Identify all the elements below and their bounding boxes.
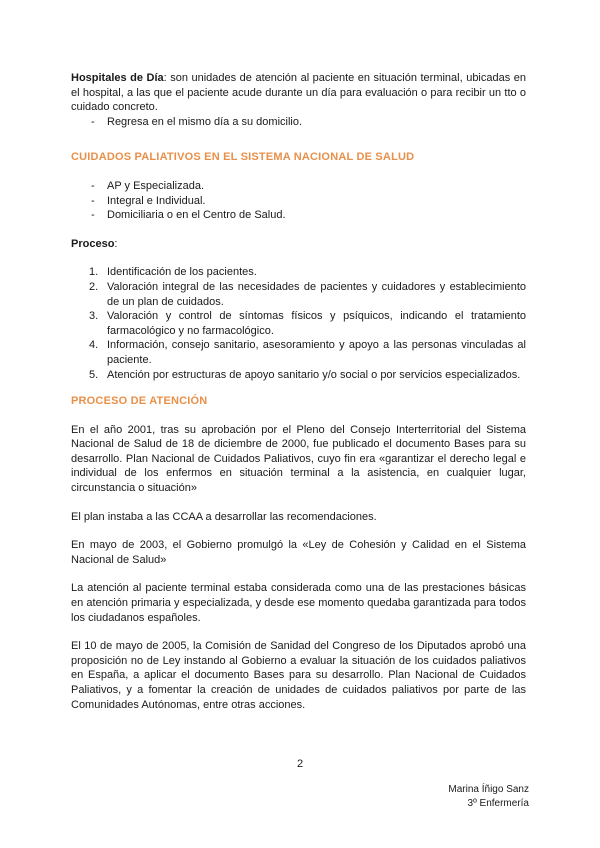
item-text: Valoración integral de las necesidades de pacientes y cuidadores y establecimiento de un plan de cuidados. (107, 280, 526, 308)
list-item (71, 280, 526, 309)
item-number: 1. (89, 266, 99, 279)
intro-paragraph (71, 71, 526, 115)
footer (448, 783, 529, 811)
intro-bullets (71, 115, 526, 130)
section-heading-proceso-atencion: PROCESO DE ATENCIÓN (71, 395, 208, 408)
list-item (71, 265, 526, 280)
section-heading-cuidados: CUIDADOS PALIATIVOS EN EL SISTEMA NACIONAL DE SALUD (71, 151, 415, 164)
item-number: 3. (89, 310, 99, 323)
list-item (71, 338, 526, 367)
list-item: - Domiciliaria o en el Centro de Salud. (71, 208, 526, 223)
list-item: - Regresa en el mismo día a su domicilio. (71, 115, 526, 130)
item-text: Información, consejo sanitario, asesoramiento y apoyo a las personas vinculadas al paciente. (107, 339, 526, 366)
proceso-suffix: : (114, 237, 118, 250)
page-number: 2 (296, 758, 304, 770)
item-number: 4. (89, 339, 99, 352)
list-item: - Integral e Individual. (71, 194, 526, 209)
item-number: 2. (89, 280, 99, 293)
paragraph: En el año 2001, tras su aprobación por el Pleno del Consejo Interterritorial del Sistema Nacional de Salud de 18 de diciembre de 2000, fue publicado el documento Bases para su desarrollo. Plan Nacional de Cuidados Paliativos, cuyo fin era «garantizar el derecho legal e individual de los enfermos en situación terminal a la asistencia, en cualquier lugar, circunstancia o situación» (71, 423, 526, 495)
footer-author: Marina Íñigo Sanz (448, 784, 529, 795)
paragraph: En mayo de 2003, el Gobierno promulgó la «Ley de Cohesión y Calidad en el Sistema Nacional de Salud» (71, 539, 526, 566)
list-item (71, 309, 526, 338)
paragraph: La atención al paciente terminal estaba considerada como una de las prestaciones básicas en atención primaria y especializada, y desde ese momento quedaba garantizada para todos los ciudadanos españoles. (71, 582, 526, 624)
intro-label: Hospitales de Día (71, 72, 164, 84)
paragraph: El plan instaba a las CCAA a desarrollar las recomendaciones. (71, 510, 377, 523)
paragraph: El 10 de mayo de 2005, la Comisión de Sanidad del Congreso de los Diputados aprobó una proposición no de Ley instando al Gobierno a evaluar la situación de los cuidados paliativos en España, a aplicar el documento Bases para su desarrollo. Plan Nacional de Cuidados Paliativos, y a fomentar la creación de unidades de cuidados paliativos por parte de las Comunidades Autónomas, entre otras acciones. (71, 640, 526, 711)
footer-course: 3º Enfermería (467, 798, 529, 809)
item-text: Valoración y control de síntomas físicos y psíquicos, indicando el tratamiento farmacológico y no farmacológico. (107, 310, 526, 337)
list-item (71, 368, 526, 383)
section1-bullets (71, 179, 526, 223)
list-item: - AP y Especializada. (71, 179, 526, 194)
item-text: Identificación de los pacientes. (107, 266, 257, 279)
proceso-title (71, 237, 526, 252)
intro-text: : son unidades de atención al paciente en situación terminal, ubicadas en el hospital, a las que el paciente acude durante un día para evaluación o para recibir un tto o cuidado concreto. (71, 72, 526, 114)
proceso-list (71, 265, 526, 382)
item-text: Atención por estructuras de apoyo sanitario y/o social o por servicios especializados. (107, 368, 521, 381)
item-number: 5. (89, 368, 99, 381)
proceso-label: Proceso (71, 237, 115, 250)
document-body (71, 71, 526, 712)
